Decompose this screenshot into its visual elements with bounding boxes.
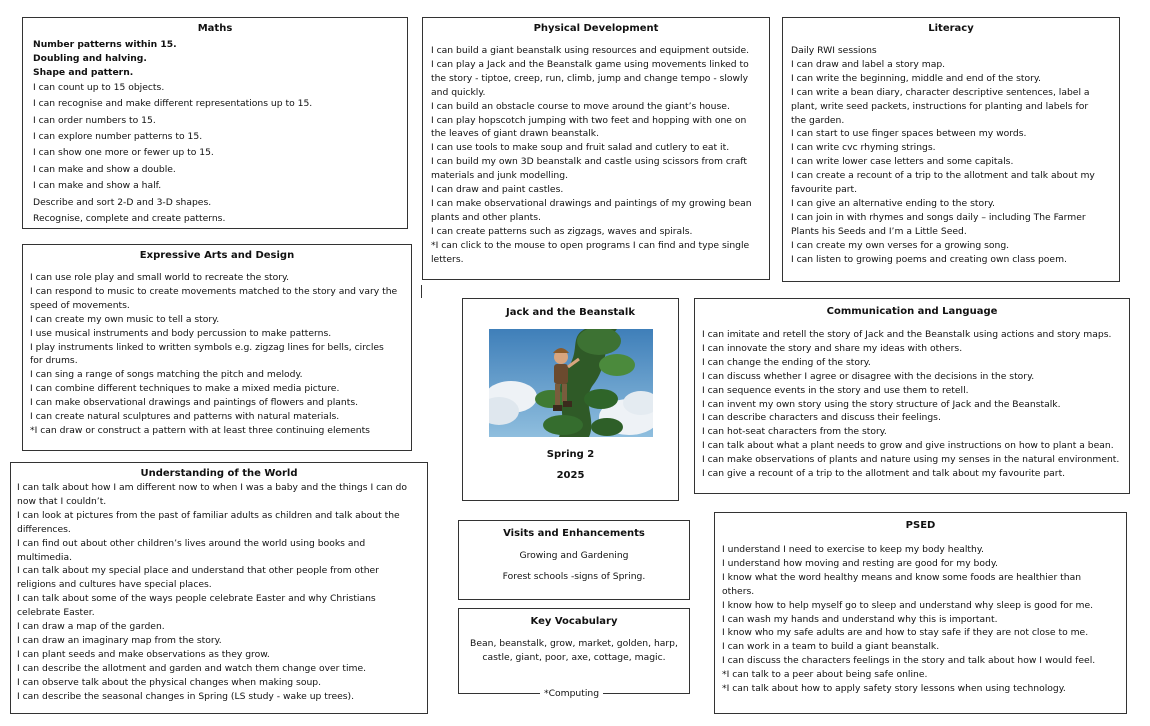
maths-focus: Shape and pattern. xyxy=(33,66,134,78)
psed-line: I understand how moving and resting are good for my body. xyxy=(722,557,998,569)
topic-title: Jack and the Beanstalk xyxy=(505,307,636,318)
communication-line: I can describe characters and discuss their feelings. xyxy=(702,412,941,424)
vocabulary-line: Bean, beanstalk, grow, market, golden, harp, xyxy=(470,638,678,649)
understanding-line: I can describe the allotment and garden and watch them change over time. xyxy=(17,662,367,674)
expressive-line: I use musical instruments and body percussion to make patterns. xyxy=(30,327,332,339)
understanding-line: I can look at pictures from the past of familiar adults as children and talk about the xyxy=(17,509,400,521)
maths-item: I can order numbers to 15. xyxy=(33,114,156,126)
understanding-line: now that I couldn’t. xyxy=(17,495,107,507)
communication-line: I can innovate the story and share my ideas with others. xyxy=(702,342,963,354)
understanding-line: I can describe the seasonal changes in Spring (LS study - wake up trees). xyxy=(17,690,355,702)
literacy-line: Daily RWI sessions xyxy=(791,45,877,56)
physical-development-panel xyxy=(422,17,770,280)
expressive-arts-panel xyxy=(22,244,412,451)
psed-line: others. xyxy=(722,585,755,597)
maths-item: I can make and show a half. xyxy=(33,180,162,192)
maths-item: I can count up to 15 objects. xyxy=(33,81,165,93)
literacy-line: I can write lower case letters and some capitals. xyxy=(791,156,1014,168)
physical-line: the story - tiptoe, creep, run, climb, jump and change tempo - slowly xyxy=(431,72,749,84)
communication-line: I can give a recount of a trip to the allotment and talk about my favourite part. xyxy=(702,468,1066,480)
understanding-line: I can observe talk about the physical changes when making soup. xyxy=(17,676,322,688)
visits-line: Growing and Gardening xyxy=(519,550,629,561)
maths-list xyxy=(33,38,397,227)
expressive-line: I can sing a range of songs matching the pitch and melody. xyxy=(30,369,303,381)
literacy-line: I can start to use finger spaces between my words. xyxy=(791,128,1027,140)
communication-line: I can change the ending of the story. xyxy=(702,356,871,368)
psed-list xyxy=(722,543,1119,696)
understanding-line: I can draw an imaginary map from the story. xyxy=(17,634,222,646)
physical-line: I can make observational drawings and paintings of my growing bean xyxy=(431,197,752,209)
maths-item: Recognise, complete and create patterns. xyxy=(33,212,226,224)
physical-line: I can play a Jack and the Beanstalk game using movements linked to xyxy=(431,58,749,70)
communication-line: I can imitate and retell the story of Jack and the Beanstalk using actions and story maps. xyxy=(702,329,1112,340)
visits-line: Forest schools -signs of Spring. xyxy=(502,571,646,582)
physical-line: materials and junk modelling. xyxy=(431,170,568,182)
understanding-world-panel xyxy=(10,462,428,714)
understanding-line: I can plant seeds and make observations as they grow. xyxy=(17,648,270,660)
literacy-line: favourite part. xyxy=(791,184,858,196)
expressive-line: *I can draw or construct a pattern with at least three continuing elements xyxy=(30,424,370,436)
communication-line: I can invent my own story using the story structure of Jack and the Beanstalk. xyxy=(702,398,1061,410)
vocabulary-panel xyxy=(458,608,690,694)
expressive-line: I can create natural sculptures and patterns with natural materials. xyxy=(30,411,340,423)
beanstalk-illustration xyxy=(489,329,653,437)
communication-line: I can discuss whether I agree or disagree with the decisions in the story. xyxy=(702,370,1035,382)
communication-panel xyxy=(694,298,1130,494)
psed-line: *I can talk to a peer about being safe online. xyxy=(722,669,928,681)
maths-item: I can show one more or fewer up to 15. xyxy=(33,147,214,159)
literacy-line: Plants his Seeds and I’m a Little Seed. xyxy=(791,225,967,237)
expressive-line: I can create my own music to tell a story. xyxy=(30,313,220,325)
expressive-title: Expressive Arts and Design xyxy=(139,250,295,261)
text-cursor xyxy=(421,285,422,298)
literacy-line: I can listen to growing poems and creating own class poem. xyxy=(791,253,1067,265)
physical-line: I can play hopscotch jumping with two feet and hopping with one on xyxy=(431,114,747,126)
understanding-line: I can draw a map of the garden. xyxy=(17,621,165,633)
physical-title: Physical Development xyxy=(533,23,659,34)
literacy-line: plant, write seed packets, instructions for planting and labels for xyxy=(791,100,1089,112)
maths-item: I can explore number patterns to 15. xyxy=(33,130,203,142)
physical-line: I can build my own 3D beanstalk and castle using scissors from craft xyxy=(431,156,747,168)
psed-line: I know how to help myself go to sleep and understand why sleep is good for me. xyxy=(722,599,1094,611)
maths-focus: Doubling and halving. xyxy=(33,52,147,64)
maths-item: Describe and sort 2-D and 3-D shapes. xyxy=(33,196,212,208)
communication-line: I can talk about what a plant needs to grow and give instructions on how to plant a bean. xyxy=(702,440,1114,452)
understanding-line: religions and cultures have special places. xyxy=(17,579,212,591)
expressive-line: I can respond to music to create movements matched to the story and vary the xyxy=(30,285,398,297)
physical-line: I can build a giant beanstalk using resources and equipment outside. xyxy=(431,45,750,56)
expressive-line: I can use role play and small world to recreate the story. xyxy=(30,272,290,283)
computing-label: *Computing xyxy=(540,688,603,699)
understanding-line: celebrate Easter. xyxy=(17,607,95,619)
communication-title: Communication and Language xyxy=(826,306,998,317)
literacy-line: I can write a bean diary, character descriptive sentences, label a xyxy=(791,86,1090,98)
expressive-line: for drums. xyxy=(30,355,78,367)
expressive-line: I play instruments linked to written symbols e.g. zigzag lines for bells, circles xyxy=(30,341,384,353)
topic-term: Spring 2 xyxy=(546,449,595,460)
communication-line: I can sequence events in the story and use them to retell. xyxy=(702,384,969,396)
physical-line: letters. xyxy=(431,253,464,265)
literacy-line: I can draw and label a story map. xyxy=(791,58,946,70)
literacy-line: I can join in with rhymes and songs daily – including The Farmer xyxy=(791,211,1086,223)
literacy-line: I can give an alternative ending to the story. xyxy=(791,197,995,209)
communication-list xyxy=(702,328,1122,481)
physical-line: I can create patterns such as zigzags, waves and spirals. xyxy=(431,225,693,237)
understanding-line: multimedia. xyxy=(17,551,73,563)
physical-line: I can draw and paint castles. xyxy=(431,184,564,196)
psed-line: I know who my safe adults are and how to stay safe if they are not close to me. xyxy=(722,627,1089,639)
psed-line: I can work in a team to build a giant beanstalk. xyxy=(722,641,940,653)
understanding-line: I can talk about my special place and understand that other people from other xyxy=(17,565,379,577)
topic-panel xyxy=(462,298,679,501)
maths-item: I can make and show a double. xyxy=(33,163,176,175)
psed-line: *I can talk about how to apply safety story lessons when using technology. xyxy=(722,683,1066,695)
literacy-line: the garden. xyxy=(791,114,845,126)
literacy-title: Literacy xyxy=(928,23,974,34)
vocabulary-line: castle, giant, poor, axe, cottage, magic. xyxy=(482,652,666,663)
literacy-line: I can write the beginning, middle and end of the story. xyxy=(791,72,1041,84)
physical-line: plants and other plants. xyxy=(431,211,541,223)
expressive-line: I can combine different techniques to make a mixed media picture. xyxy=(30,383,340,395)
literacy-line: I can write cvc rhyming strings. xyxy=(791,142,936,154)
understanding-line: I can talk about some of the ways people celebrate Easter and why Christians xyxy=(17,593,376,605)
psed-panel xyxy=(714,512,1127,714)
physical-list xyxy=(431,44,761,267)
physical-line: the leaves of giant drawn beanstalk. xyxy=(431,128,600,140)
psed-line: I know what the word healthy means and know some foods are healthier than xyxy=(722,571,1082,583)
maths-focus: Number patterns within 15. xyxy=(33,39,177,50)
psed-line: I understand I need to exercise to keep my body healthy. xyxy=(722,544,984,555)
physical-line: I can use tools to make soup and fruit salad and cutlery to eat it. xyxy=(431,142,730,154)
physical-line: *I can click to the mouse to open programs I can find and type single xyxy=(431,239,750,251)
expressive-list xyxy=(30,271,404,438)
visits-title: Visits and Enhancements xyxy=(503,528,645,539)
psed-title: PSED xyxy=(905,520,936,531)
understanding-title: Understanding of the World xyxy=(140,468,298,479)
expressive-line: speed of movements. xyxy=(30,299,130,311)
literacy-panel xyxy=(782,17,1120,282)
communication-line: I can hot-seat characters from the story. xyxy=(702,426,887,438)
understanding-line: differences. xyxy=(17,523,71,535)
visits-panel xyxy=(458,520,690,600)
topic-year: 2025 xyxy=(556,470,585,481)
physical-line: I can build an obstacle course to move around the giant’s house. xyxy=(431,100,730,112)
understanding-line: I can talk about how I am different now to when I was a baby and the things I can do xyxy=(17,482,407,493)
maths-panel xyxy=(22,17,408,229)
understanding-list xyxy=(17,481,421,704)
literacy-line: I can create a recount of a trip to the allotment and talk about my xyxy=(791,170,1095,182)
understanding-line: I can find out about other children’s lives around the world using books and xyxy=(17,537,366,549)
physical-line: and quickly. xyxy=(431,86,486,98)
vocabulary-title: Key Vocabulary xyxy=(530,616,618,627)
expressive-line: I can make observational drawings and paintings of flowers and plants. xyxy=(30,397,359,409)
psed-line: I can discuss the characters feelings in the story and talk about how I would feel. xyxy=(722,655,1096,667)
maths-item: I can recognise and make different representations up to 15. xyxy=(33,98,313,110)
literacy-list xyxy=(791,44,1111,267)
beanstalk-picture xyxy=(489,329,653,437)
literacy-line: I can create my own verses for a growing song. xyxy=(791,239,1010,251)
psed-line: I can wash my hands and understand why this is important. xyxy=(722,613,998,625)
communication-line: I can make observations of plants and nature using my senses in the natural environment. xyxy=(702,454,1120,466)
maths-title: Maths xyxy=(197,23,233,34)
